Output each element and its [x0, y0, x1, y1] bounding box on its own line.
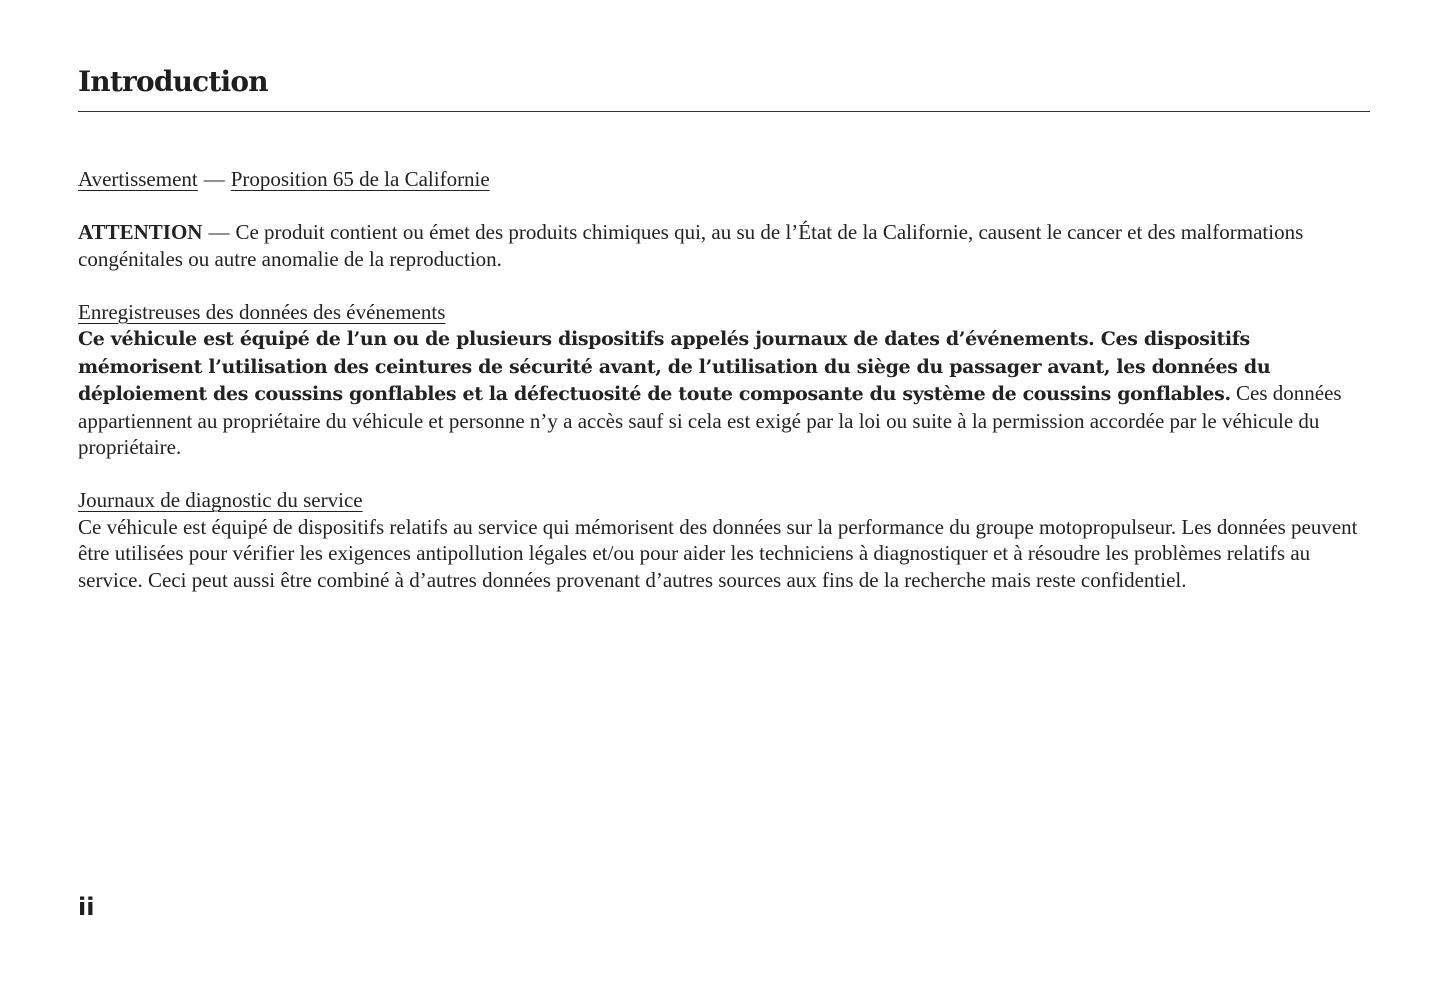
prop65-heading-left: Avertissement	[78, 167, 198, 191]
service-logs-heading: Journaux de diagnostic du service	[78, 488, 363, 512]
title-divider	[78, 111, 1370, 112]
prop65-heading-right: Proposition 65 de la Californie	[230, 167, 490, 191]
event-recorders-bold-text: Ce véhicule est équipé de l’un ou de plusieurs dispositifs appelés journaux de dates d’événements. Ces dispositifs mémorisent l’utilisation des ceintures de sécurité avant, de l’utilisation du siège du passager avant, les données du déploiement des coussins gonflables et la défectuosité de toute composante du système de coussins gonflables.	[78, 328, 1271, 405]
event-recorders-heading: Enregistreuses des données des événements	[78, 299, 446, 324]
prop65-warning	[78, 219, 1370, 272]
event-recorders-section	[78, 299, 1370, 461]
attention-text: Ce produit contient ou émet des produits chimiques qui, au su de l’État de la Californie, causent le cancer et des malformations congénitales ou autre anomalie de la reproduction.	[78, 220, 1304, 271]
page-content	[78, 166, 1370, 620]
event-recorders-paragraph	[78, 325, 1370, 461]
service-logs-section	[78, 487, 1370, 593]
document-page	[78, 0, 1370, 985]
event-recorders-normal-text: Ces données appartiennent au propriétaire du véhicule et personne n’y a accès sauf si cela est exigé par la loi ou suite à la permission accordée par le véhicule du propriétaire.	[78, 381, 1342, 459]
attention-label: ATTENTION	[78, 220, 203, 244]
page-number: ii	[78, 893, 95, 921]
prop65-heading	[78, 167, 490, 191]
service-logs-paragraph: Ce véhicule est équipé de dispositifs relatifs au service qui mémorisent des données sur la performance du groupe motopropulseur. Les données peuvent être utilisées pour vérifier les exigences antipollution légales et/ou pour aider les techniciens à diagnostiquer et à résoudre les problèmes relatifs au service. Ceci peut aussi être combiné à d’autres données provenant d’autres sources aux fins de la recherche mais reste confidentiel.	[78, 514, 1358, 592]
prop65-heading-dash: —	[203, 167, 225, 191]
attention-dash: —	[208, 220, 230, 244]
prop65-heading-block	[78, 166, 1370, 193]
page-title: Introduction	[78, 65, 268, 98]
prop65-warning-paragraph	[78, 219, 1370, 272]
